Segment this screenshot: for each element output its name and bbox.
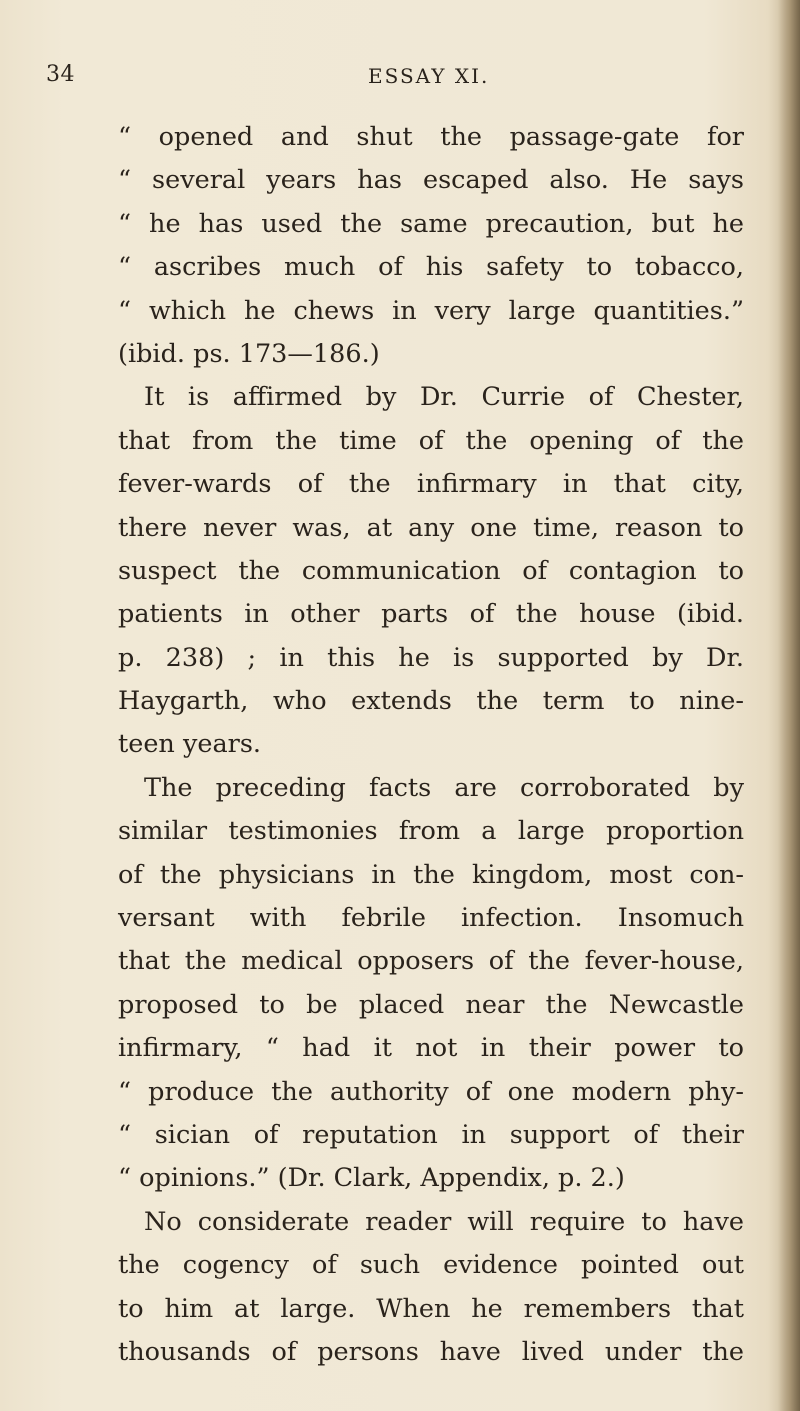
- running-title: ESSAY XI.: [368, 64, 490, 88]
- text-line: No considerate reader will require to have: [144, 1206, 744, 1237]
- text-line: The preceding facts are corroborated by: [144, 772, 744, 803]
- text-line: fever-wards of the infirmary in that city,: [118, 469, 744, 500]
- text-line: thousands of persons have lived under the: [118, 1336, 744, 1367]
- text-line: “ he has used the same precaution, but he: [118, 208, 744, 239]
- text-line: teen years.: [118, 729, 262, 760]
- text-line: infirmary, “ had it not in their power to: [118, 1033, 744, 1064]
- text-line: that the medical opposers of the fever-house,: [118, 946, 744, 977]
- text-line: that from the time of the opening of the: [118, 425, 744, 456]
- text-line: “ ascribes much of his safety to tobacco,: [118, 252, 744, 283]
- body-text: [118, 116, 744, 1374]
- page-edge-shadow: [778, 0, 800, 1411]
- text-line: Haygarth, who extends the term to nine-: [118, 686, 744, 717]
- text-line: It is affirmed by Dr. Currie of Chester,: [144, 382, 744, 413]
- text-line: similar testimonies from a large proportion: [118, 816, 744, 847]
- text-line: (ibid. ps. 173—186.): [118, 338, 380, 369]
- text-line: “ opened and shut the passage-gate for: [118, 122, 744, 152]
- text-line: proposed to be placed near the Newcastle: [118, 989, 744, 1020]
- text-line: “ several years has escaped also. He says: [118, 165, 744, 196]
- page-number: 34: [46, 62, 75, 87]
- text-line: there never was, at any one time, reason to: [118, 512, 744, 543]
- text-line: “ sician of reputation in support of their: [118, 1119, 744, 1150]
- text-line: suspect the communication of contagion to: [118, 555, 744, 586]
- text-line: of the physicians in the kingdom, most con-: [118, 859, 744, 890]
- running-head: [46, 62, 766, 94]
- text-line: versant with febrile infection. Insomuch: [118, 903, 744, 934]
- text-line: the cogency of such evidence pointed out: [118, 1250, 744, 1281]
- text-line: “ opinions.” (Dr. Clark, Appendix, p. 2.): [118, 1163, 625, 1194]
- text-line: patients in other parts of the house (ibid.: [118, 599, 744, 630]
- text-line: p. 238) ; in this he is supported by Dr.: [118, 642, 744, 673]
- text-line: to him at large. When he remembers that: [118, 1293, 744, 1324]
- text-line: “ which he chews in very large quantities.”: [118, 295, 744, 326]
- text-line: “ produce the authority of one modern phy-: [118, 1076, 744, 1107]
